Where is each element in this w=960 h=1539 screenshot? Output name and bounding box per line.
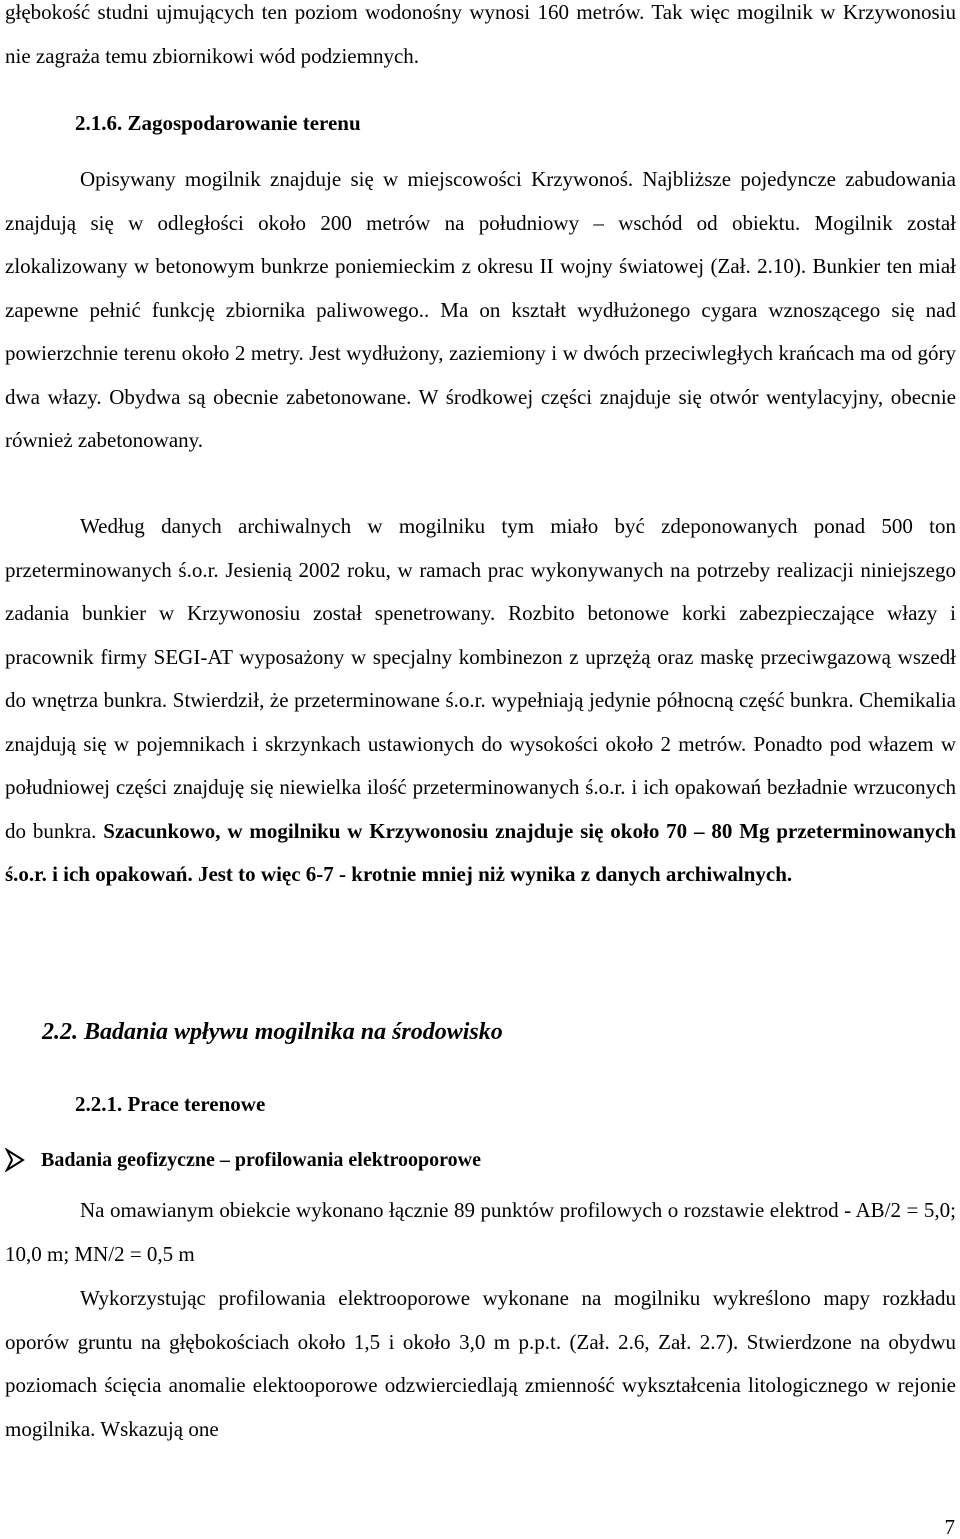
heading-2-1-6: 2.1.6. Zagospodarowanie terenu [75, 111, 361, 135]
paragraph-archive-data-text: Według danych archiwalnych w mogilniku tym miało być zdeponowanych ponad 500 ton przeterminowanych ś.o.r. Jesienią 2002 roku, w ramach prac wykonywanych na potrzeby realizacji niniejszego zadania bunkier w Krzywonosiu został spenetrowany. Rozbito betonowe korki zabezpieczające włazy i pracownik firmy SEGI-AT wyposażony w specjalny kombinezon z uprzężą oraz maskę przeciwgazową wszedł do wnętrza bunkra. Stwierdził, że przeterminowane ś.o.r. wypełniają jedynie północną część bunkra. Chemikalia znajdują się w pojemnikach i skrzynkach ustawionych do wysokości około 2 metrów. Ponadto pod włazem w południowej części znajduję się niewielka ilość przeterminowanych ś.o.r. i ich opakowań bezładnie wrzuconych do bunkra. [5, 514, 956, 843]
paragraph-resistivity-maps: Wykorzystując profilowania elektrooporowe wykonane na mogilniku wykreślono mapy rozkładu oporów gruntu na głębokościach około 1,5 i około 3,0 m p.p.t. (Zał. 2.6, Zał. 2.7). Stwierdzone na obydwu poziomach ścięcia anomalie elektooporowe odzwierciedlają zmienność wykształcenia litologicznego w rejonie mogilnika. Wskazują one [5, 1286, 956, 1441]
paragraph-archive-data [5, 505, 956, 897]
heading-2-2: 2.2. Badania wpływu mogilnika na środowisko [42, 1019, 503, 1045]
arrowhead-bullet-icon [5, 1148, 25, 1172]
paragraph-groundwater: głębokość studni ujmujących ten poziom wodonośny wynosi 160 metrów. Tak więc mogilnik w Krzywonosiu nie zagraża temu zbiornikowi wód podziemnych. [5, 0, 956, 68]
heading-2-2-1: 2.2.1. Prace terenowe [75, 1092, 266, 1116]
paragraph-measurement-points: Na omawianym obiekcie wykonano łącznie 89 punktów profilowych o rozstawie elektrod - AB/2 = 5,0; 10,0 m; MN/2 = 0,5 m [5, 1198, 956, 1266]
paragraph-estimate-bold: Szacunkowo, w mogilniku w Krzywonosiu znajduje się około 70 – 80 Mg przeterminowanych ś.o.r. i ich opakowań. Jest to więc 6-7 - krotnie mniej niż wynika z danych archiwalnych. [5, 818, 956, 886]
paragraph-site-description: Opisywany mogilnik znajduje się w miejscowości Krzywonoś. Najbliższe pojedyncze zabudowania znajdują się w odległości około 200 metrów na południowy – wschód od obiektu. Mogilnik został zlokalizowany w betonowym bunkrze poniemieckim z okresu II wojny światowej (Zał. 2.10). Bunkier ten miał zapewne pełnić funkcję zbiornika paliwowego.. Ma on kształt wydłużonego cygara wznoszącego się nad powierzchnie terenu około 2 metry. Jest wydłużony, zaziemiony i w dwóch przeciwległych krańcach ma od góry dwa włazy. Obydwa są obecnie zabetonowane. W środkowej części znajduje się otwór wentylacyjny, obecnie również zabetonowany. [5, 167, 956, 452]
page-number: 7 [944, 1515, 955, 1539]
bullet-label: Badania geofizyczne – profilowania elektrooporowe [41, 1148, 481, 1171]
bullet-item-geophysics [5, 1146, 481, 1174]
